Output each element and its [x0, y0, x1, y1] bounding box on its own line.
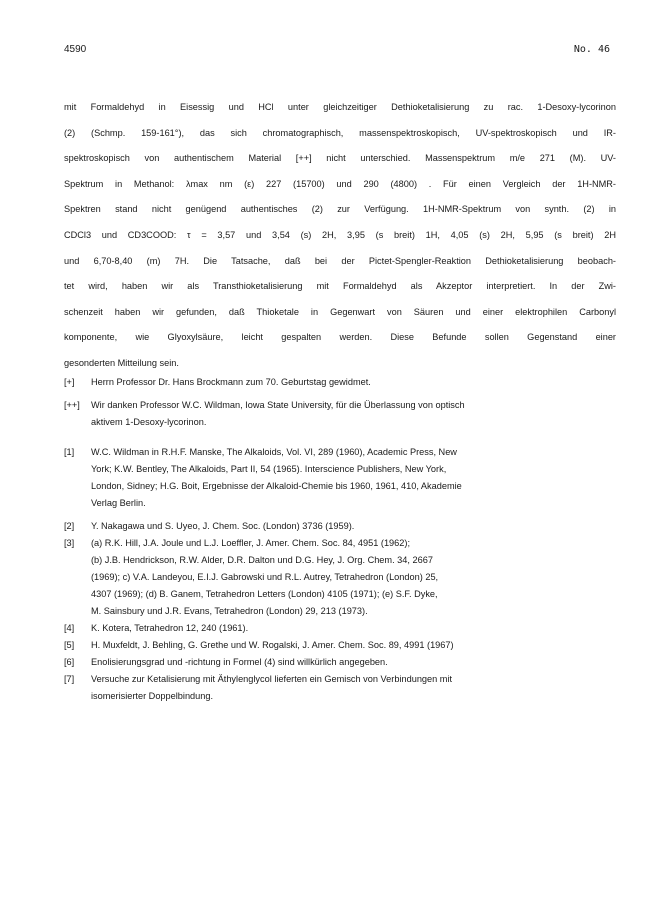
body-line: (2) (Schmp. 159-161°), das sich chromatographisch, massenspektroskopisch, UV-spektroskopisch und IR-: [64, 127, 616, 138]
reference-line: K. Kotera, Tetrahedron 12, 240 (1961).: [91, 623, 249, 633]
body-line: gesonderten Mitteilung sein.: [64, 357, 179, 368]
reference-line: (a) R.K. Hill, J.A. Joule und L.J. Loeffler, J. Amer. Chem. Soc. 84, 4951 (1962);: [91, 538, 410, 548]
body-line: mit Formaldehyd in Eisessig und HCl unter gleichzeitiger Dethioketalisierung zu rac. 1-Desoxy-lycorinon: [64, 102, 616, 112]
body-line: schenzeit haben wir gefunden, daß Thioketale in Gegenwart von Säuren und einer elektrophilen Carbonyl: [64, 306, 616, 317]
reference-line: Y. Nakagawa und S. Uyeo, J. Chem. Soc. (London) 3736 (1959).: [91, 521, 355, 531]
reference-line: isomerisierter Doppelbindung.: [91, 691, 214, 701]
reference-label: [1]: [64, 447, 75, 457]
reference-label: [6]: [64, 657, 75, 667]
notes-section: [64, 374, 616, 705]
reference-label: [2]: [64, 521, 75, 531]
reference-item: [64, 620, 616, 637]
reference-line: W.C. Wildman in R.H.F. Manske, The Alkaloids, Vol. VI, 289 (1960), Academic Press, New: [91, 447, 457, 457]
footnote-line: Herrn Professor Dr. Hans Brockmann zum 70. Geburtstag gewidmet.: [91, 377, 371, 387]
body-line: Spektren stand nicht genügend authentisches (2) zur Verfügung. 1H-NMR-Spektrum von synth. (2) in: [64, 204, 616, 215]
body-line: und 6,70-8,40 (m) 7H. Die Tatsache, daß bei der Pictet-Spengler-Reaktion Dethioketalisierung beobach-: [64, 255, 616, 266]
reference-line: M. Sainsbury und J.R. Evans, Tetrahedron (London) 29, 213 (1973).: [91, 606, 368, 616]
reference-item: [64, 654, 616, 671]
page-number: 4590: [64, 44, 87, 55]
body-text: [64, 95, 616, 377]
reference-label: [3]: [64, 538, 75, 548]
reference-item: [64, 671, 616, 705]
footnote: [64, 374, 616, 391]
reference-line: York; K.W. Bentley, The Alkaloids, Part II, 54 (1965). Interscience Publishers, New York,: [91, 464, 447, 474]
body-line: spektroskopisch von authentischem Material [++] nicht unterschied. Massenspektrum m/e 271 (M). UV-: [64, 153, 616, 164]
reference-line: Verlag Berlin.: [91, 498, 146, 508]
reference-line: London, Sidney; H.G. Boit, Ergebnisse der Alkaloid-Chemie bis 1960, 1961, 410, Akademie: [91, 481, 462, 491]
reference-line: 4307 (1969); (d) B. Ganem, Tetrahedron Letters (London) 4105 (1971); (e) S.F. Dyke,: [91, 589, 438, 599]
footnote: [64, 397, 616, 431]
reference-label: [5]: [64, 640, 75, 650]
reference-line: Versuche zur Ketalisierung mit Äthylenglycol lieferten ein Gemisch von Verbindungen mit: [91, 674, 453, 684]
body-line: CDCl3 und CD3COOD: τ = 3,57 und 3,54 (s) 2H, 3,95 (s breit) 1H, 4,05 (s) 2H, 5,95 (s breit) 2H: [64, 229, 616, 240]
footnote-line: Wir danken Professor W.C. Wildman, Iowa State University, für die Überlassung von optisch: [91, 400, 465, 410]
reference-item: [64, 637, 616, 654]
issue-number: No. 46: [573, 44, 610, 55]
reference-item: [64, 518, 616, 535]
reference-line: H. Muxfeldt, J. Behling, G. Grethe und W. Rogalski, J. Amer. Chem. Soc. 89, 4991 (1967): [91, 640, 454, 650]
footnote-label: [++]: [64, 400, 80, 410]
reference-line: (b) J.B. Hendrickson, R.W. Alder, D.R. Dalton und D.G. Hey, J. Org. Chem. 34, 2667: [91, 555, 433, 565]
body-line: komponente, wie Glyoxylsäure, leicht gespalten werden. Diese Befunde sollen Gegenstand einer: [64, 332, 616, 343]
reference-line: (1969); c) V.A. Landeyou, E.I.J. Gabrowski und R.L. Autrey, Tetrahedron (London) 25,: [91, 572, 439, 582]
body-line: tet wird, haben wir als Transthioketalisierung mit Formaldehyd als Akzeptor interpretiert. In der Zwi-: [64, 281, 616, 292]
footnote-line: aktivem 1-Desoxy-lycorinon.: [91, 417, 207, 427]
reference-label: [7]: [64, 674, 75, 684]
reference-line: Enolisierungsgrad und -richtung in Formel (4) sind willkürlich angegeben.: [91, 657, 388, 667]
reference-label: [4]: [64, 623, 75, 633]
reference-item: [64, 535, 616, 620]
body-line: Spektrum in Methanol: λmax nm (ε) 227 (15700) und 290 (4800) . Für einen Vergleich der 1H-NMR-: [64, 178, 616, 189]
reference-item: [64, 444, 616, 512]
footnote-label: [+]: [64, 377, 75, 387]
